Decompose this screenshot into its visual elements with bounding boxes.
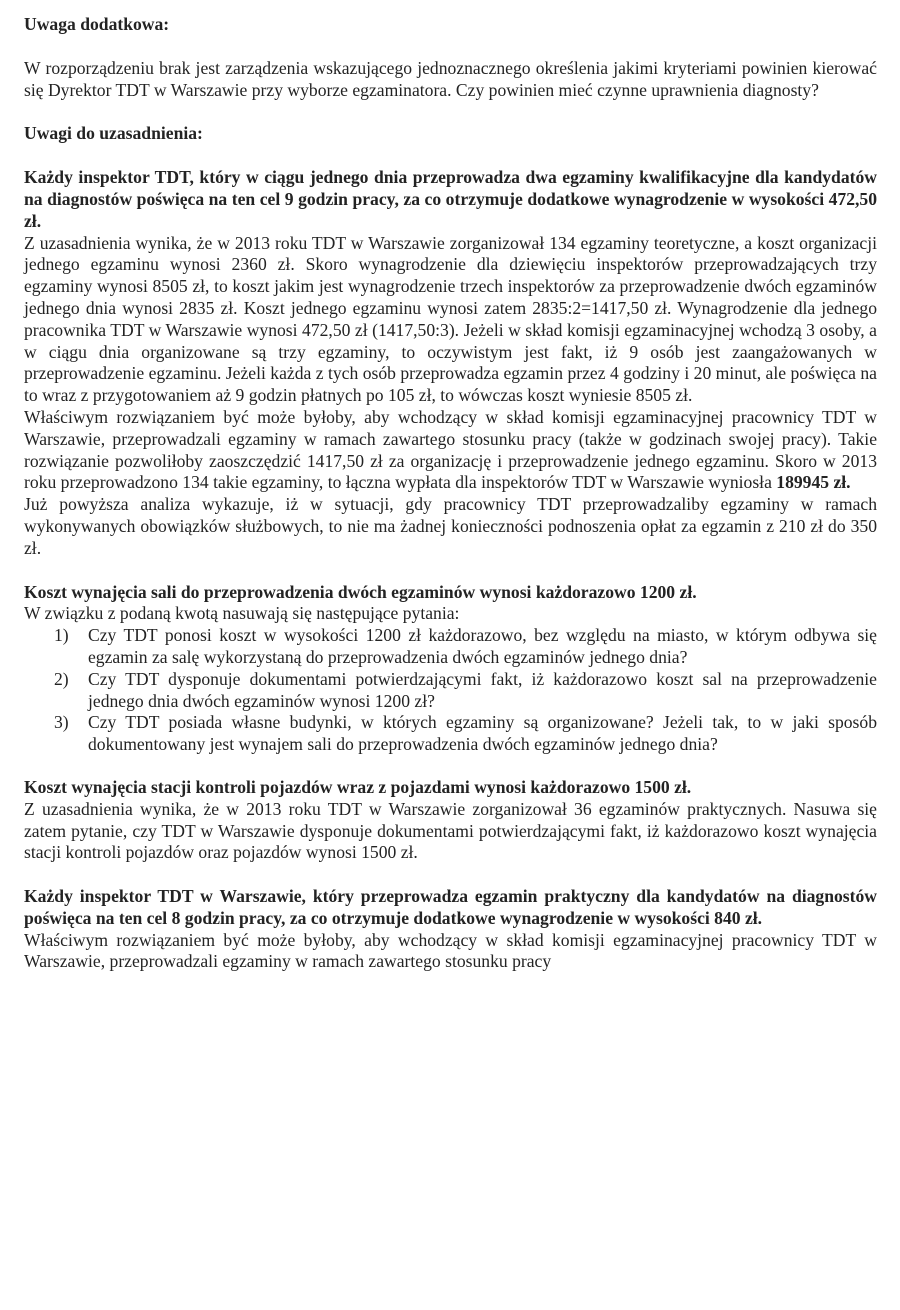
list-item-number: 1) xyxy=(54,625,69,646)
list-item-text: Czy TDT ponosi koszt w wysokości 1200 zł każdorazowo, bez względu na miasto, w którym odbywa się egzamin za salę wykorzystaną do przeprowadzenia dwóch egzaminów jednego dnia? xyxy=(88,625,877,667)
document-page xyxy=(24,14,877,973)
solution-paragraph xyxy=(24,407,877,494)
list-item xyxy=(54,668,877,713)
room-questions-list xyxy=(24,625,877,756)
room-questions-intro: W związku z podaną kwotą nasuwają się następujące pytania: xyxy=(24,603,460,624)
inspector-theory-heading: Każdy inspektor TDT, który w ciągu jednego dnia przeprowadza dwa egzaminy kwalifikacyjne dla kandydatów na diagnostów poświęca na ten cel 9 godzin pracy, za co otrzymuje dodatkowe wynagrodzenie w wysokości 472,50 zł. xyxy=(24,167,877,231)
cost-analysis-paragraph: Z uzasadnienia wynika, że w 2013 roku TDT w Warszawie zorganizował 134 egzaminy teoretyczne, a koszt organizacji jednego egzaminu wynosi 2360 zł. Skoro wynagrodzenie dla dziewięciu inspektorów przeprowadzających trzy egzaminy wynosi 8505 zł, to koszt jakim jest wynagrodzenie trzech inspektorów za przeprowadzenie dwóch egzaminów jednego dnia wynosi 2835 zł. Koszt jednego egzaminu wynosi zatem 2835:2=1417,50 zł. Wynagrodzenie dla jednego pracownika TDT w Warszawie wynosi 472,50 zł (1417,50:3). Jeżeli w skład komisji egzaminacyjnej wchodzą 3 osoby, a w ciągu dnia organizowane są trzy egzaminy, to oczywistym jest fakt, iż 9 osób jest zaangażowanych w przeprowadzenie egzaminu. Jeżeli każda z tych osób przeprowadza egzamin przez 4 godziny i 20 minut, ale poświęca na to wraz z przygotowaniem aż 9 godzin płatnych po 105 zł, to wówczas koszt wyniesie 8505 zł. xyxy=(24,232,877,406)
uzasadnienie-heading: Uwagi do uzasadnienia: xyxy=(24,123,203,144)
station-cost-paragraph: Z uzasadnienia wynika, że w 2013 roku TDT w Warszawie zorganizował 36 egzaminów praktycznych. Nasuwa się zatem pytanie, czy TDT w Warszawie dysponuje dokumentami potwierdzającymi fakt, iż każdorazowo koszt wynajęcia stacji kontroli pojazdów oraz pojazdów wynosi 1500 zł. xyxy=(24,798,877,863)
station-cost-heading: Koszt wynajęcia stacji kontroli pojazdów wraz z pojazdami wynosi każdorazowo 1500 zł. xyxy=(24,776,692,797)
practical-solution-paragraph: Właściwym rozwiązaniem być może byłoby, aby wchodzący w skład komisji egzaminacyjnej pracownicy TDT w Warszawie, przeprowadzali egzaminy w ramach zawartego stosunku pracy xyxy=(24,929,877,972)
uwaga-heading: Uwaga dodatkowa: xyxy=(24,14,170,34)
list-item-text: Czy TDT posiada własne budynki, w których egzaminy są organizowane? Jeżeli tak, to w jaki sposób dokumentowany jest wynajem sali do przeprowadzenia dwóch egzaminów jednego dnia? xyxy=(88,712,877,755)
list-item-text: Czy TDT dysponuje dokumentami potwierdzającymi fakt, iż każdorazowo koszt sal na przeprowadzenie jednego dnia dwóch egzaminów wynosi 1200 zł? xyxy=(88,668,877,711)
room-cost-heading: Koszt wynajęcia sali do przeprowadzenia dwóch egzaminów wynosi każdorazowo 1200 zł. xyxy=(24,581,697,602)
list-item-number: 3) xyxy=(54,712,69,733)
list-item xyxy=(54,712,877,756)
uwaga-paragraph: W rozporządzeniu brak jest zarządzenia wskazującego jednoznacznego określenia jakimi kryteriami powinien kierować się Dyrektor TDT w Warszawie przy wyborze egzaminatora. Czy powinien mieć czynne uprawnienia diagnosty? xyxy=(24,57,877,100)
total-payout-amount: 189945 zł. xyxy=(776,472,851,493)
inspector-practical-heading: Każdy inspektor TDT w Warszawie, który przeprowadza egzamin praktyczny dla kandydatów na diagnostów poświęca na ten cel 8 godzin pracy, za co otrzymuje dodatkowe wynagrodzenie w wysokości 840 zł. xyxy=(24,886,877,928)
list-item xyxy=(54,625,877,669)
solution-text: Właściwym rozwiązaniem być może byłoby, aby wchodzący w skład komisji egzaminacyjnej pracownicy TDT w Warszawie, przeprowadzali egzaminy w ramach zawartego stosunku pracy (także w godzinach swojej pracy). Takie rozwiązanie pozwoliłoby zaoszczędzić 1417,50 zł za organizację i przeprowadzenie jednego egzaminu. Skoro w 2013 roku przeprowadzono 134 takie egzaminy, to łączna wypłata dla inspektorów TDT w Warszawie wyniosła xyxy=(24,406,877,493)
conclusion-paragraph: Już powyższa analiza wykazuje, iż w sytuacji, gdy pracownicy TDT przeprowadzaliby egzaminy w ramach wykonywanych obowiązków służbowych, to nie ma żadnej konieczności podnoszenia opłat za egzamin z 210 zł do 350 zł. xyxy=(24,494,877,558)
list-item-number: 2) xyxy=(54,668,69,689)
